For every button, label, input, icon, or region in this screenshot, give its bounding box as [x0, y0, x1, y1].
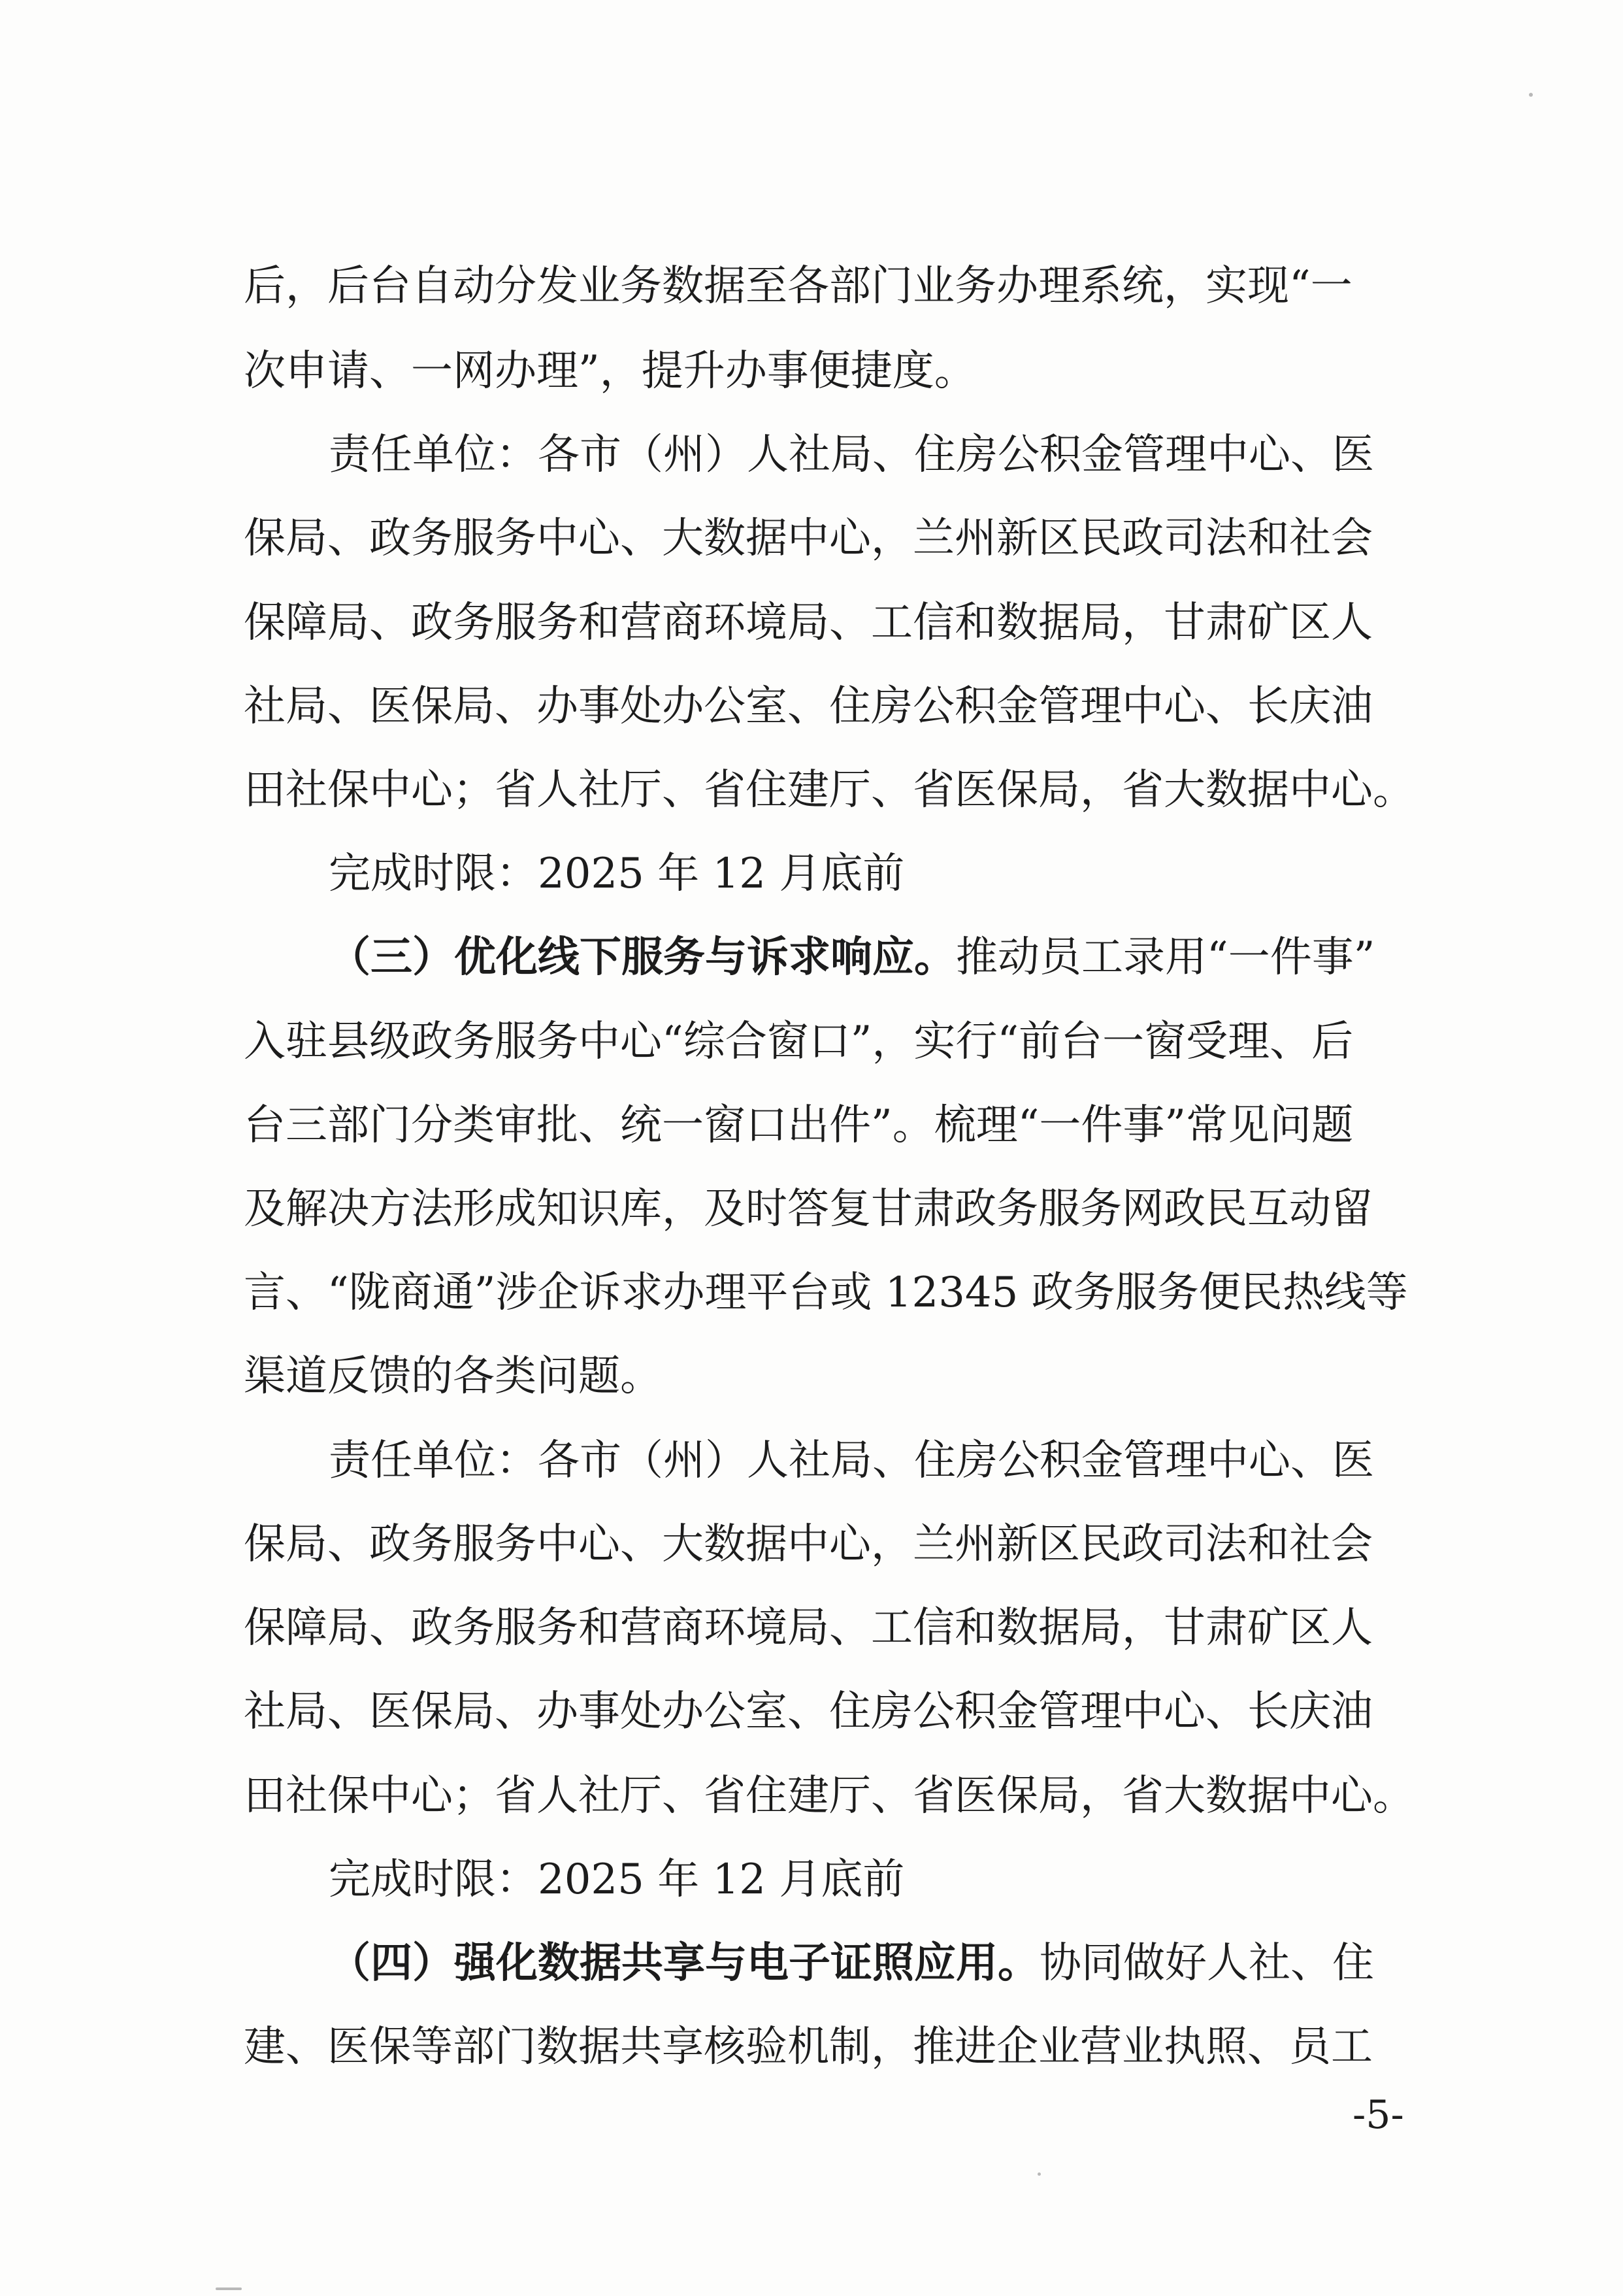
- section-text: 协同做好人社、住: [1040, 1939, 1374, 1988]
- scan-speck: [1038, 2172, 1041, 2176]
- scan-speck: [216, 2288, 242, 2290]
- responsibility-line: 责任单位：各市（州）人社局、住房公积金管理中心、医: [329, 431, 1374, 479]
- responsibility-line: 社局、医保局、办事处办公室、住房公积金管理中心、长庆油: [244, 1688, 1373, 1736]
- responsibility-line: 保局、政务服务中心、大数据中心，兰州新区民政司法和社会: [244, 1520, 1373, 1569]
- scan-speck: [1529, 93, 1533, 97]
- body-line: 渠道反馈的各类问题。: [244, 1352, 662, 1401]
- section-text: 推动员工录用“一件事”: [956, 933, 1375, 982]
- body-line: 后，后台自动分发业务数据至各部门业务办理系统，实现“一: [244, 262, 1352, 310]
- body-line: 入驻县级政务服务中心“综合窗口”，实行“前台一窗受理、后: [244, 1018, 1354, 1066]
- responsibility-line: 社局、医保局、办事处办公室、住房公积金管理中心、长庆油: [244, 682, 1373, 731]
- section-heading: （三）优化线下服务与诉求响应。: [329, 933, 956, 982]
- page-number: -5-: [1352, 2092, 1404, 2138]
- responsibility-line: 田社保中心；省人社厅、省住建厅、省医保局，省大数据中心。: [244, 1772, 1415, 1820]
- body-line: 台三部门分类审批、统一窗口出件”。梳理“一件事”常见问题: [244, 1101, 1354, 1150]
- deadline-line: 完成时限：2025 年 12 月底前: [329, 850, 905, 898]
- body-line: 及解决方法形成知识库，及时答复甘肃政务服务网政民互动留: [244, 1185, 1373, 1233]
- deadline-line: 完成时限：2025 年 12 月底前: [329, 1855, 905, 1904]
- responsibility-line: 保障局、政务服务和营商环境局、工信和数据局，甘肃矿区人: [244, 1604, 1373, 1652]
- section-heading-line: [329, 918, 1420, 997]
- responsibility-line: 保局、政务服务中心、大数据中心，兰州新区民政司法和社会: [244, 514, 1373, 563]
- body-line: 建、医保等部门数据共享核验机制，推进企业营业执照、员工: [244, 2023, 1373, 2071]
- responsibility-line: 保障局、政务服务和营商环境局、工信和数据局，甘肃矿区人: [244, 599, 1373, 647]
- responsibility-line: 田社保中心；省人社厅、省住建厅、省医保局，省大数据中心。: [244, 766, 1415, 814]
- body-line: 言、“陇商通”涉企诉求办理平台或 12345 政务服务便民热线等: [244, 1269, 1408, 1317]
- body-line: 次申请、一网办理”，提升办事便捷度。: [244, 347, 976, 395]
- section-heading: （四）强化数据共享与电子证照应用。: [329, 1938, 1040, 1988]
- responsibility-line: 责任单位：各市（州）人社局、住房公积金管理中心、医: [329, 1437, 1374, 1485]
- section-heading-line: [329, 1924, 1420, 2003]
